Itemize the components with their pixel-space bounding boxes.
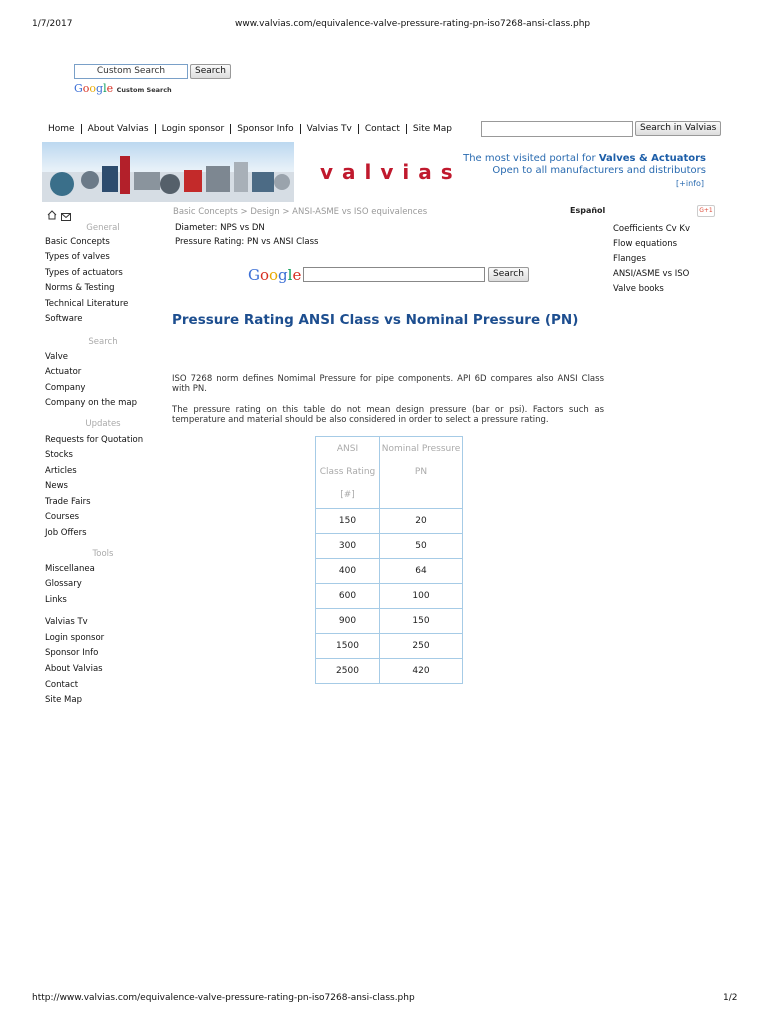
header-pn-line1: Nominal Pressure xyxy=(381,444,461,454)
cell-pn: 420 xyxy=(380,659,463,684)
sidebar-head-updates: Updates xyxy=(85,419,121,429)
cell-class: 1500 xyxy=(316,634,380,659)
cell-class: 150 xyxy=(316,509,380,534)
sidebar-head-tools: Tools xyxy=(92,549,114,559)
custom-search-button[interactable]: Search xyxy=(190,64,231,79)
sidebar-item-stocks[interactable]: Stocks xyxy=(45,450,73,460)
sidebar-item-literature[interactable]: Technical Literature xyxy=(45,299,129,309)
custom-search-input[interactable]: Custom Search xyxy=(74,64,188,79)
brand-logo: valvias xyxy=(320,160,462,184)
sidebar-item-courses[interactable]: Courses xyxy=(45,512,80,522)
note-paragraph: The pressure rating on this table do not mean design pressure (bar or psi). Factors such as temperature and material should be also considered in order to select a pressure rating. xyxy=(172,405,604,425)
tagline-prefix: The most visited portal for xyxy=(463,153,599,164)
print-url: www.valvias.com/equivalence-valve-pressure-rating-pn-iso7268-ansi-class.php xyxy=(235,19,591,29)
sidebar-head-general: General xyxy=(86,223,120,233)
sidebar-item-types-actuators[interactable]: Types of actuators xyxy=(45,268,123,278)
cell-class: 900 xyxy=(316,609,380,634)
nav-home[interactable]: Home xyxy=(48,124,75,134)
sidebar-item-contact[interactable]: Contact xyxy=(45,680,79,690)
nav-sitemap[interactable]: Site Map xyxy=(412,124,453,134)
sidebar-item-articles[interactable]: Articles xyxy=(45,466,77,476)
sidebar-item-actuator[interactable]: Actuator xyxy=(45,367,82,377)
valves-photo xyxy=(42,142,294,202)
header-ansi-line1: ANSI xyxy=(336,444,359,454)
sidebar-item-glossary[interactable]: Glossary xyxy=(45,579,82,589)
sidebar-item-login-sponsor[interactable]: Login sponsor xyxy=(45,633,105,643)
table-row xyxy=(316,659,463,684)
sidebar-item-rfq[interactable]: Requests for Quotation xyxy=(45,435,144,445)
nav-contact[interactable]: Contact xyxy=(364,124,400,134)
right-link-flow[interactable]: Flow equations xyxy=(613,239,678,249)
print-date: 1/7/2017 xyxy=(32,19,73,29)
nav-sponsor-info[interactable]: Sponsor Info xyxy=(237,124,294,134)
right-link-coefficients[interactable]: Coefficients Cv Kv xyxy=(613,224,690,234)
site-search-button[interactable]: Search in Valvias xyxy=(635,121,721,136)
cell-class: 600 xyxy=(316,584,380,609)
info-link[interactable]: [+info] xyxy=(676,179,704,188)
cell-pn: 20 xyxy=(380,509,463,534)
right-link-flanges[interactable]: Flanges xyxy=(613,254,646,264)
print-page-number: 1/2 xyxy=(723,993,738,1003)
nav-about[interactable]: About Valvias xyxy=(87,124,149,134)
right-link-books[interactable]: Valve books xyxy=(613,284,664,294)
sidebar-item-norms[interactable]: Norms & Testing xyxy=(45,283,115,293)
table-row xyxy=(316,609,463,634)
nav-tv[interactable]: Valvias Tv xyxy=(306,124,352,134)
header-ansi-class xyxy=(316,437,380,509)
sidebar-item-company-map[interactable]: Company on the map xyxy=(45,398,137,408)
custom-search-powered: Custom Search xyxy=(116,86,172,94)
print-footer-url: http://www.valvias.com/equivalence-valve-pressure-rating-pn-iso7268-ansi-class.php xyxy=(32,993,415,1003)
sidebar-item-trade-fairs[interactable]: Trade Fairs xyxy=(45,497,91,507)
google-search-input[interactable] xyxy=(303,267,485,282)
sidebar-item-company[interactable]: Company xyxy=(45,383,86,393)
cell-pn: 50 xyxy=(380,534,463,559)
cell-pn: 250 xyxy=(380,634,463,659)
header-pn-line2: PN xyxy=(414,467,428,477)
right-link-ansi-iso[interactable]: ANSI/ASME vs ISO xyxy=(613,269,690,279)
banner-tagline-2: Open to all manufacturers and distributors xyxy=(492,165,706,176)
sidebar-head-search: Search xyxy=(88,337,118,347)
google-search-button[interactable]: Search xyxy=(488,267,529,282)
breadcrumb[interactable]: Basic Concepts > Design > ANSI-ASME vs ISO equivalences xyxy=(173,207,428,217)
cell-pn: 150 xyxy=(380,609,463,634)
google-logo-small: Google Custom Search xyxy=(74,82,172,95)
home-icon[interactable] xyxy=(47,205,57,224)
nav-login[interactable]: Login sponsor xyxy=(161,124,225,134)
intro-paragraph: ISO 7268 norm defines Nomimal Pressure for pipe components. API 6D compares also ANSI Class with PN. xyxy=(172,374,604,394)
header-nominal-pressure xyxy=(380,437,463,509)
table-row xyxy=(316,509,463,534)
sidebar-item-valvias-tv[interactable]: Valvias Tv xyxy=(45,617,88,627)
page-title: Pressure Rating ANSI Class vs Nominal Pressure (PN) xyxy=(172,312,579,328)
sidebar-item-news[interactable]: News xyxy=(45,481,68,491)
cell-class: 400 xyxy=(316,559,380,584)
banner-image xyxy=(42,142,294,202)
sublink-diameter[interactable]: Diameter: NPS vs DN xyxy=(175,223,265,233)
cell-pn: 64 xyxy=(380,559,463,584)
cell-pn: 100 xyxy=(380,584,463,609)
sidebar-item-valve[interactable]: Valve xyxy=(45,352,68,362)
table-row xyxy=(316,634,463,659)
language-link[interactable]: Español xyxy=(570,206,606,215)
google-logo: Google xyxy=(248,266,302,284)
top-nav xyxy=(44,120,456,138)
sidebar-item-software[interactable]: Software xyxy=(45,314,83,324)
table-header-row xyxy=(316,437,463,509)
site-search-input[interactable] xyxy=(481,121,633,137)
gplus-button[interactable]: G+1 xyxy=(697,205,715,217)
sidebar-item-job-offers[interactable]: Job Offers xyxy=(45,528,87,538)
sidebar-item-types-valves[interactable]: Types of valves xyxy=(45,252,110,262)
tagline-bold: Valves & Actuators xyxy=(598,153,706,164)
sidebar-item-miscellanea[interactable]: Miscellanea xyxy=(45,564,95,574)
header-ansi-line2: Class Rating xyxy=(319,467,376,477)
sidebar-item-basic-concepts[interactable]: Basic Concepts xyxy=(45,237,110,247)
sidebar-item-links[interactable]: Links xyxy=(45,595,67,605)
header-ansi-line3: [#] xyxy=(340,490,355,500)
table-row xyxy=(316,534,463,559)
cell-class: 2500 xyxy=(316,659,380,684)
pressure-table xyxy=(315,436,463,684)
sublink-pressure[interactable]: Pressure Rating: PN vs ANSI Class xyxy=(175,237,319,247)
cell-class: 300 xyxy=(316,534,380,559)
sidebar-item-about[interactable]: About Valvias xyxy=(45,664,103,674)
sidebar-item-sitemap[interactable]: Site Map xyxy=(45,695,82,705)
sidebar-item-sponsor-info[interactable]: Sponsor Info xyxy=(45,648,99,658)
banner-tagline xyxy=(463,153,706,164)
table-row xyxy=(316,584,463,609)
table-row xyxy=(316,559,463,584)
